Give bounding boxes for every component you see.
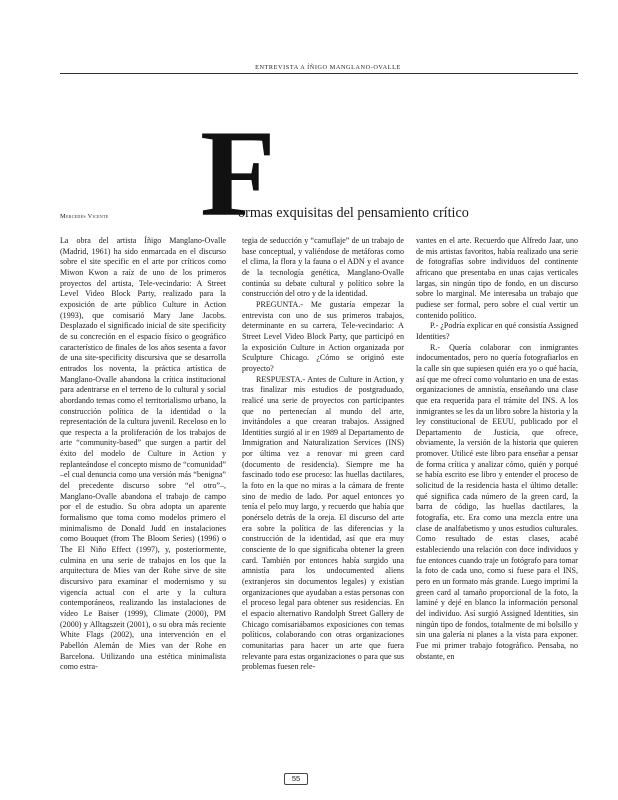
paragraph: tegia de seducción y “camuflaje” de un trabajo de base conceptual, y valiéndose de metáforas como el clima, la flora y la fauna o el ADN y el avance de la tecnología genética, Manglano-Ovalle continúa su debate cultural y político sobre la construcción del otro y de la identidad. (242, 236, 404, 299)
page-number: 55 (284, 773, 308, 785)
drop-cap: F (200, 105, 276, 242)
question-paragraph: P.- ¿Podría explicar en qué consistía Assigned Identities? (416, 321, 578, 341)
header-rule (60, 73, 578, 74)
question-paragraph: PREGUNTA.- Me gustaría empezar la entrevista con uno de sus primeros trabajos, determinante en su carrera, Tele-vecindario: A Street Level Video Block Party, que participó en la exposición Culture in Action organizada por Sculpture Chicago. ¿Cómo se originó este proyecto? (242, 299, 404, 373)
answer-paragraph: R.- Quería colaborar con inmigrantes indocumentados, pero no quería fotografiarlos en la calle sin que supiesen quién era yo o qué hacía, así que me ofrecí como voluntario en una de estas organizaciones de amnistía, enseñando una clase que era requerida para el trámite del INS. A los inmigrantes se les da un libro sobre la historia y la ley constitucional de EEUU, publicado por el Departamento de Justicia, que ofrece, obviamente, la versión de la historia que quieren promover. Utilicé este libro para enseñar a pensar de forma crítica y analizar cómo, quién y porqué se había escrito ese libro y entender el proceso de solicitud de la residencia hasta el último detalle: qué significa cada número de la green card, la barra de código, las huellas dactilares, la fotografía, etc. Era como una mezcla entre una clase de analfabetismo y unos estudios culturales. Como resultado de estas clases, acabé estableciendo una relación con doce individuos y fue entonces cuando traje un fotógrafo para tomar la foto de cada uno, como si fuese para el INS, pero en un formato más grande. Luego imprimí la green card al tamaño proporcional de la foto, la laminé y dejé en blanco la información personal del individuo. Así surgió Assigned Identities, sin ningún tipo de fondos, totalmente de mi bolsillo y sin una galería ni planes a la vista para exponer. Fue mi primer trabajo fotográfico. Pensaba, no obstante, en (416, 342, 578, 661)
column-1 (60, 236, 226, 772)
column-2 (242, 236, 404, 772)
article-title: ormas exquisitas del pensamiento crítico (238, 205, 469, 221)
running-head: ENTREVISTA A ÍÑIGO MANGLANO-OVALLE (255, 64, 401, 71)
paragraph: La obra del artista Íñigo Manglano-Ovalle (Madrid, 1961) ha sido enmarcada en el discurso sobre el site specific en el arte por críticos como Miwon Kwon a raíz de uno de los primeros proyectos del artista, Tele-vecindario: A Street Level Video Block Party, realizado para la exposición de arte público Culture in Action (1993), que comisarió Mary Jane Jacobs. Desplazado el significado inicial de site specificity de su concreción en el espacio físico o geográfico característico de finales de los años sesenta a favor de una site-specificity discursiva que se desarrolla entrados los noventa, la práctica artística de Manglano-Ovalle abandona la crítica institucional para adentrarse en el terreno de lo cultural y social abordando temas como el territorialismo urbano, la construcción política de la identidad o la representación de la cultura juvenil. Receloso en lo que respecta a la proliferación de los trabajos de arte “community-based” que surgen a partir del éxito del modelo de Culture in Action y replanteándose el concepto mismo de “comunidad” –el cual denuncia como una versión más “benigna” del precedente discurso sobre “el otro”–, Manglano-Ovalle abandona el trabajo de campo por el de estudio. Su obra adopta un aparente formalismo que toma como modelos primero el minimalismo de Donald Judd en instalaciones como Bouquet (from The Bloom Series) (1996) o The El Niño Effect (1997), y, posteriormente, culmina en una serie de trabajos en los que la arquitectura de Mies van der Rohe sirve de site discursivo para examinar el modernismo y su vigencia actual con el arte y la cultura contemporáneos, realizando las instalaciones de vídeo Le Baiser (1999), Climate (2000), PM (2000) y Alltagszeit (2001), o su obra más reciente White Flags (2002), una intervención en el Pabellón Alemán de Mies van der Rohe en Barcelona. Utilizando una estética minimalista como estra- (60, 236, 226, 672)
author-name: Mercedes Vicente (60, 213, 109, 220)
body-columns (60, 236, 578, 772)
paragraph: vantes en el arte. Recuerdo que Alfredo Jaar, uno de mis artistas favoritos, había realizado una serie de fotografías sobre individuos del continente africano que presentaba en unas cajas verticales largas, sin ningún tipo de fondo, en un discurso sobre lo marginal. Me interesaba un trabajo que pudiese ser formal, pero sobre el cual vertir un contenido político. (416, 236, 578, 320)
column-3 (416, 236, 578, 772)
answer-paragraph: RESPUESTA.- Antes de Culture in Action, y tras finalizar mis estudios de postgraduado, realicé una serie de proyectos con participantes que no pertenecían al mundo del arte, invitándoles a que crearan trabajos. Assigned Identities surgió al ir en 1989 al Departamento de Immigration and Naturalization Services (INS) por última vez a renovar mi green card (documento de residencia). Siempre me ha fascinado todo ese proceso: las huellas dactilares, la foto en la que no miras a la cámara de frente sino de medio de lado. Por aquel entonces yo tenía el pelo muy largo, y recuerdo que había que ponérselo detrás de la oreja. El discurso del arte era sobre la política de las diferencias y la construcción de la identidad, así que era muy consciente de lo que significaba obtener la green card. También por entonces había surgido una amnistía para los undocumented aliens (extranjeros sin documentos legales) y existían organizaciones que ayudaban a estas personas con el proceso legal para obtener sus residencias. En el espacio alternativo Randolph Street Gallery de Chicago comisariábamos exposiciones con temas políticos, colaborando con otras organizaciones comunitarias para hacer un arte que fuera relevante para estas organizaciones o para que sus problemas fuesen rele- (242, 374, 404, 672)
